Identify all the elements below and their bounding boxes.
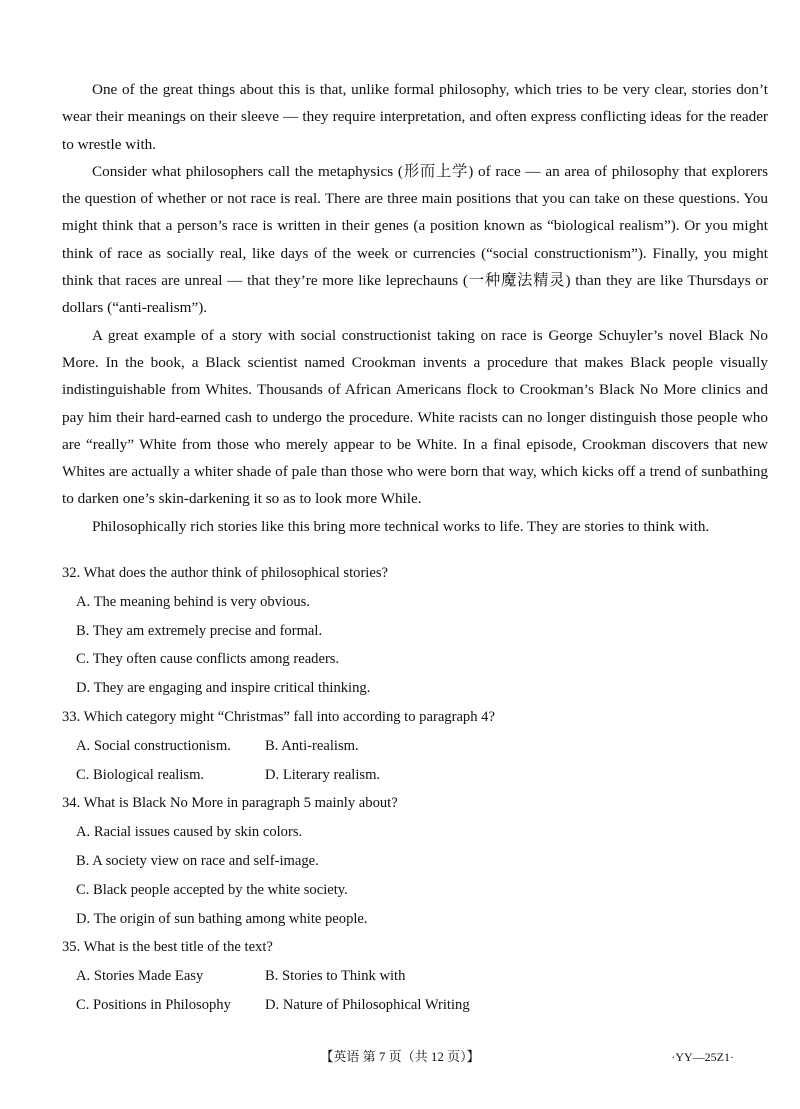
option-b: B. Anti-realism. (265, 737, 359, 754)
option-d: D. Literary realism. (265, 766, 381, 783)
option-row (62, 962, 762, 991)
passage-paragraph: Philosophically rich stories like this bring more technical works to life. They are stories to think with. (92, 517, 710, 535)
question-stem: 34. What is Black No More in paragraph 5 mainly about? (62, 795, 398, 812)
option-a: A. The meaning behind is very obvious. (76, 593, 311, 610)
reading-passage (62, 76, 768, 540)
option-c: C. They often cause conflicts among readers. (76, 651, 340, 668)
exam-code: ·YY—25Z1· (671, 1050, 734, 1064)
option-row (62, 732, 762, 761)
option-a: A. Social constructionism. (76, 737, 231, 754)
question-33 (62, 703, 762, 789)
option-c: C. Positions in Philosophy (76, 996, 231, 1013)
passage-paragraph: Consider what philosophers call the metaphysics (形而上学) of race — an area of philosophy that explorers the question of whether or not race is real. There are three main positions that you can take on these questions. You might think that a person’s race is written in their genes (a position known as “biological realism”). Or you might think of race as socially real, like days of the week or currencies (“social constructionism”). Finally, you might think that races are unreal — that they’re more like leprechauns (一种魔法精灵) than they are like Thursdays or dollars (“anti-realism”). (62, 162, 768, 317)
page-footer (0, 1045, 800, 1069)
option-d: D. The origin of sun bathing among white people. (76, 910, 368, 927)
page-number-label: 【英语 第 7 页（共 12 页）】 (320, 1049, 480, 1064)
option-a: A. Stories Made Easy (76, 968, 204, 985)
option-a: A. Racial issues caused by skin colors. (76, 824, 303, 841)
question-stem: 35. What is the best title of the text? (62, 939, 273, 956)
option-b: B. A society view on race and self-image. (76, 852, 319, 869)
question-32 (62, 559, 762, 703)
question-35 (62, 933, 762, 1019)
question-stem: 33. Which category might “Christmas” fall into according to paragraph 4? (62, 708, 495, 725)
option-c: C. Black people accepted by the white society. (76, 881, 348, 898)
option-d: D. Nature of Philosophical Writing (265, 996, 470, 1013)
option-b: B. They am extremely precise and formal. (76, 622, 323, 639)
option-c: C. Biological realism. (76, 766, 205, 783)
passage-paragraph: One of the great things about this is that, unlike formal philosophy, which tries to be very clear, stories don’t wear their meanings on their sleeve — they require interpretation, and often express conflicting ideas for the reader to wrestle with. (62, 81, 768, 153)
option-row (62, 761, 762, 790)
question-34 (62, 789, 762, 933)
passage-paragraph: A great example of a story with social constructionist taking on race is George Schuyler’s novel Black No More. In the book, a Black scientist named Crookman invents a procedure that makes Black people visually indistinguishable from Whites. Thousands of African Americans flock to Crookman’s Black No More clinics and pay him their hard-earned cash to undergo the procedure. White racists can no longer distinguish those people who are “really” White from those who merely appear to be White. In a final episode, Crookman discovers that new Whites are actually a whiter shade of pale than those who were born that way, which kicks off a trend of sunbathing to darken one’s skin-darkening it so as to look more While. (62, 326, 768, 508)
question-stem: 32. What does the author think of philosophical stories? (62, 565, 389, 581)
option-row (62, 991, 762, 1020)
option-b: B. Stories to Think with (265, 968, 406, 985)
question-list (62, 559, 762, 1020)
option-d: D. They are engaging and inspire critical thinking. (76, 680, 371, 697)
